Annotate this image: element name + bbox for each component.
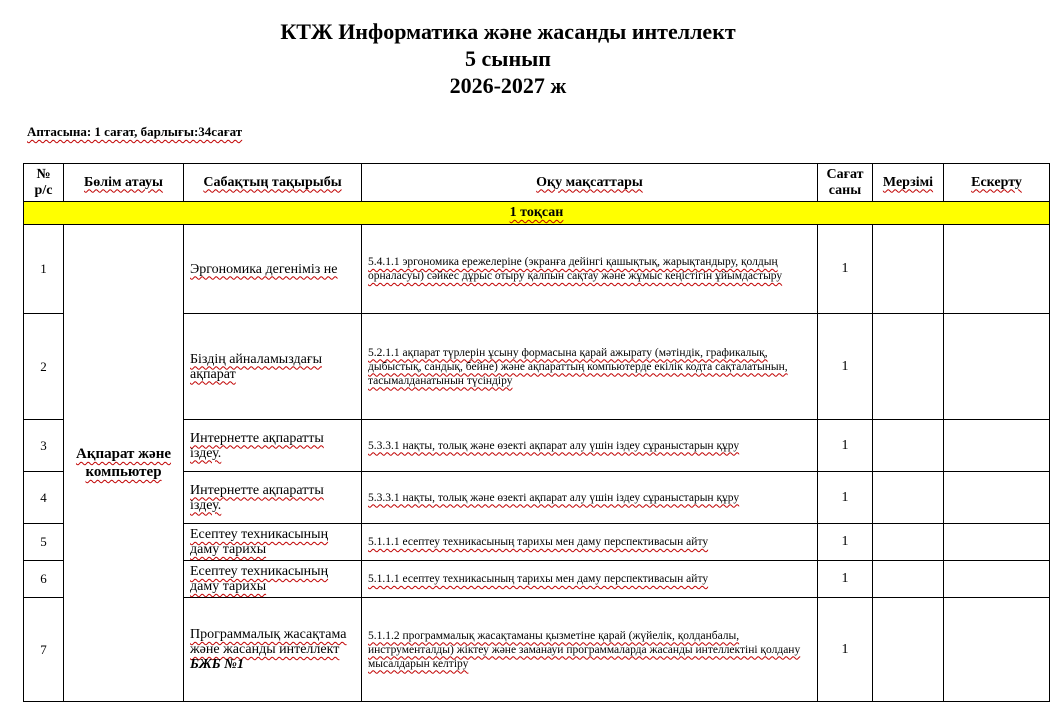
lesson-topic-text: Эргономика дегеніміз не xyxy=(190,261,338,277)
header-hours: Сағат саны xyxy=(818,164,873,202)
learning-goal-text: 5.1.1.1 есептеу техникасының тарихы мен даму перспективасын айту xyxy=(368,573,709,585)
header-section xyxy=(64,164,184,202)
learning-goal-text: 5.3.3.1 нақты, толық және өзекті ақпарат алу үшін іздеу сұраныстарын құру xyxy=(368,491,740,504)
lesson-topic xyxy=(184,561,362,598)
header-num: № р/с xyxy=(24,164,64,202)
table-row xyxy=(24,225,1050,314)
row-number: 5 xyxy=(24,524,64,561)
header-date xyxy=(873,164,944,202)
learning-goal-text: 5.4.1.1 эргономика ережелеріне (экранға дейінгі қашықтық, жарықтандыру, қолдың орналасуы) сәйкес дұрыс отыру қалпын сақтау және жұмыс кеңістігін ұйымдастыру xyxy=(368,256,783,282)
title-line-subject: КТЖ Информатика және жасанды интеллект xyxy=(280,19,736,44)
learning-goal-text: 5.1.1.2 программалық жасақтаманы қызметіне қарай (жүйелік, қолданбалы, инструменталды) жіктеу және заманауи программаларда жасанды интеллектіні қолдану мысалдарын келтіру xyxy=(368,629,801,670)
hours-count: 1 xyxy=(818,420,873,472)
learning-goal-text: 5.3.3.1 нақты, толық және өзекті ақпарат алу үшін іздеу сұраныстарын құру xyxy=(368,439,740,452)
date-cell xyxy=(873,524,944,561)
lesson-topic-text: Есептеу техникасының даму тарихы xyxy=(190,527,329,557)
header-goals-text: Оқу мақсаттары xyxy=(536,174,643,190)
lesson-topic-text: Есептеу техникасының даму тарихы xyxy=(190,564,329,594)
lesson-topic-text: Программалық жасақтама және жасанды интеллект xyxy=(190,627,347,657)
note-cell xyxy=(944,225,1050,314)
hours-count: 1 xyxy=(818,314,873,420)
learning-goal xyxy=(362,420,818,472)
header-note xyxy=(944,164,1050,202)
learning-goal-text: 5.1.1.1 есептеу техникасының тарихы мен даму перспективасын айту xyxy=(368,536,709,548)
row-number: 3 xyxy=(24,420,64,472)
row-number: 1 xyxy=(24,225,64,314)
date-cell xyxy=(873,561,944,598)
lesson-topic xyxy=(184,472,362,524)
hours-count: 1 xyxy=(818,598,873,702)
row-number: 4 xyxy=(24,472,64,524)
learning-goal xyxy=(362,314,818,420)
date-cell xyxy=(873,420,944,472)
hours-count: 1 xyxy=(818,225,873,314)
learning-goal xyxy=(362,524,818,561)
learning-goal xyxy=(362,598,818,702)
header-goals xyxy=(362,164,818,202)
quarter-label-text: 1 тоқсан xyxy=(509,205,564,220)
quarter-label xyxy=(24,202,1050,225)
assessment-label: БЖБ №1 xyxy=(190,657,244,672)
note-cell xyxy=(944,524,1050,561)
row-number: 2 xyxy=(24,314,64,420)
date-cell xyxy=(873,314,944,420)
title-line-year: 2026-2027 ж xyxy=(449,73,567,98)
title-line-grade: 5 сынып xyxy=(465,46,551,71)
header-topic-text: Сабақтың тақырыбы xyxy=(203,174,342,190)
note-cell xyxy=(944,314,1050,420)
note-cell xyxy=(944,472,1050,524)
lesson-topic xyxy=(184,225,362,314)
hours-count: 1 xyxy=(818,561,873,598)
lesson-topic-text: Біздің айналамыздағы ақпарат xyxy=(190,351,322,382)
section-name-text: Ақпарат және компьютер xyxy=(75,446,172,480)
header-date-text: Мерзімі xyxy=(882,174,934,190)
header-topic xyxy=(184,164,362,202)
learning-goal xyxy=(362,472,818,524)
lesson-topic xyxy=(184,598,362,702)
date-cell xyxy=(873,598,944,702)
header-note-text: Ескерту xyxy=(971,174,1022,190)
document-title xyxy=(0,18,1016,99)
hours-count: 1 xyxy=(818,524,873,561)
row-number: 6 xyxy=(24,561,64,598)
lesson-topic xyxy=(184,524,362,561)
lesson-topic-text: Интернетте ақпаратты іздеу. xyxy=(190,482,324,513)
lesson-topic-text: Интернетте ақпаратты іздеу. xyxy=(190,430,324,461)
note-cell xyxy=(944,561,1050,598)
lesson-topic xyxy=(184,314,362,420)
note-cell xyxy=(944,420,1050,472)
note-cell xyxy=(944,598,1050,702)
lesson-topic xyxy=(184,420,362,472)
header-section-text: Бөлім атауы xyxy=(84,174,163,190)
weekly-hours-note xyxy=(27,124,242,140)
weekly-hours-text: Аптасына: 1 сағат, барлығы:34сағат xyxy=(27,124,243,139)
section-name xyxy=(64,225,184,702)
date-cell xyxy=(873,225,944,314)
quarter-row xyxy=(24,202,1050,225)
hours-count: 1 xyxy=(818,472,873,524)
header-row xyxy=(24,164,1050,202)
row-number: 7 xyxy=(24,598,64,702)
lesson-plan-table xyxy=(23,163,1050,702)
date-cell xyxy=(873,472,944,524)
learning-goal xyxy=(362,561,818,598)
learning-goal-text: 5.2.1.1 ақпарат түрлерін ұсыну формасына қарай ажырату (мәтіндік, графикалық, дыбыстық, сандық, бейне) және ақпараттың компьютерде екілік кодта сақталатынын, тасымалданатынын түсіндіру xyxy=(368,346,788,387)
learning-goal xyxy=(362,225,818,314)
